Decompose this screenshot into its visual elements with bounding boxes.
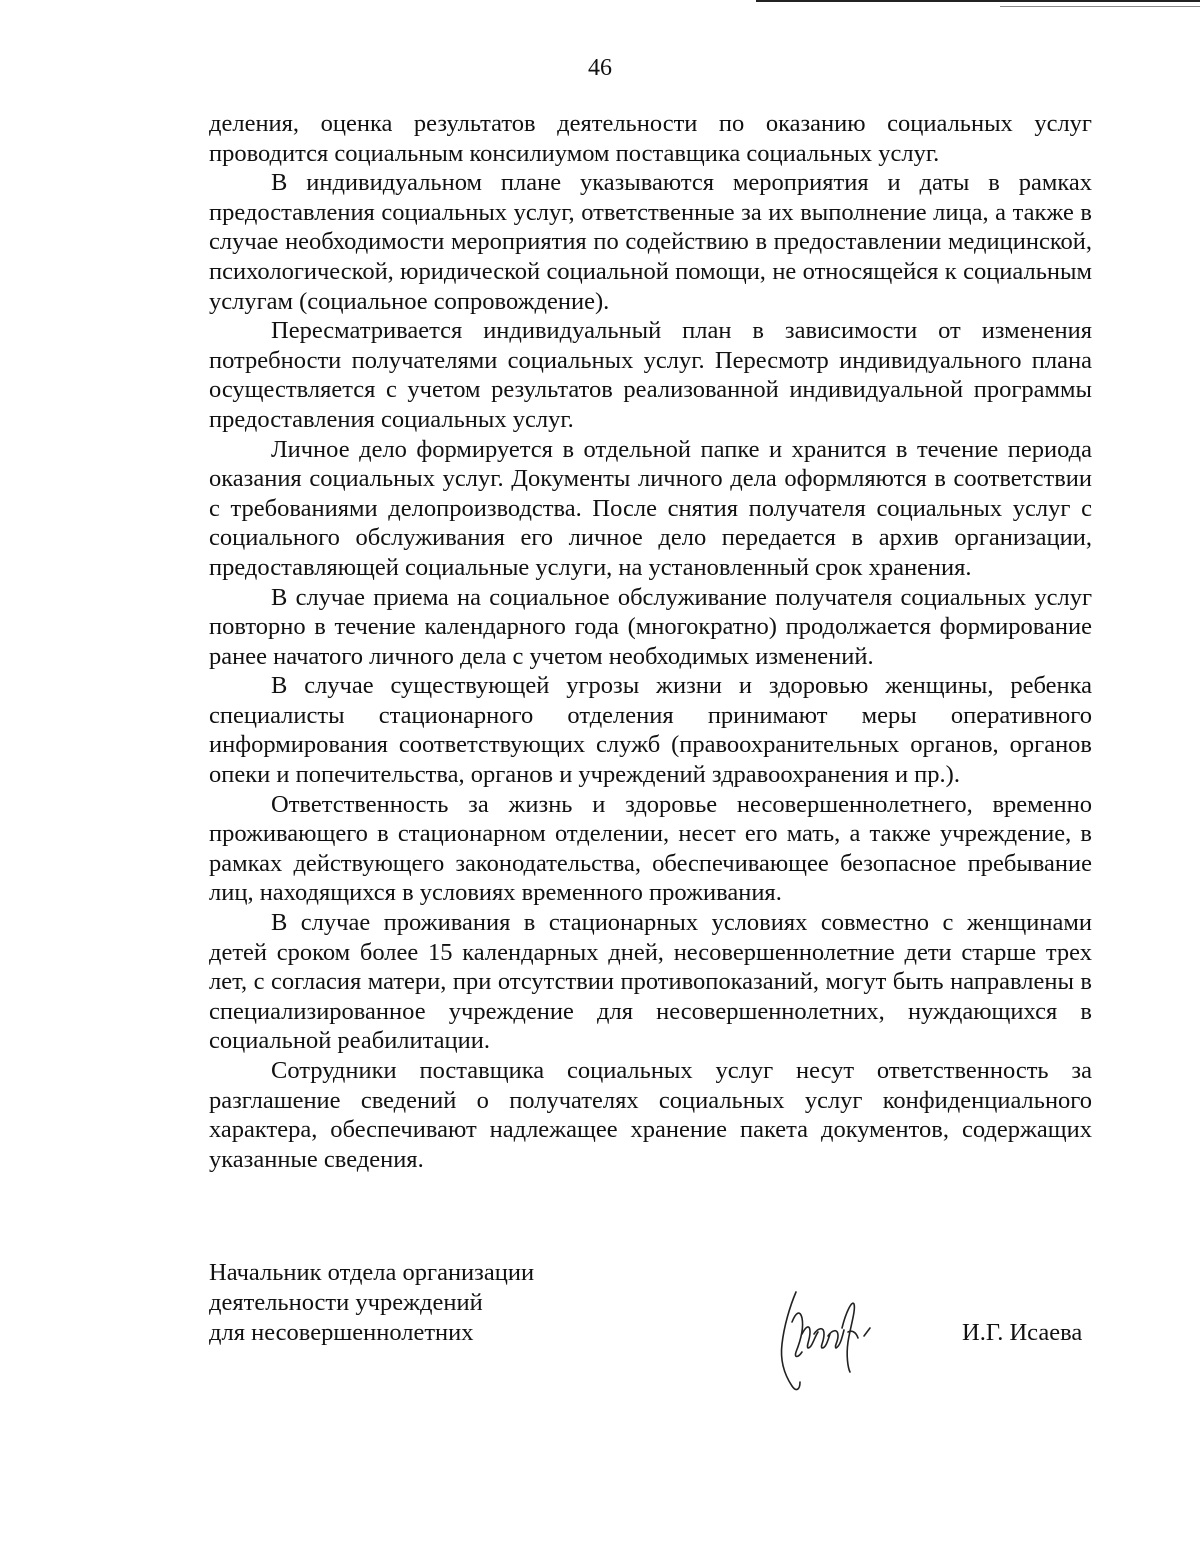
paragraph-personal-file: Личное дело формируется в отдельной папке и хранится в течение периода оказания социальных услуг. Документы личного дела оформляются в соответствии с требованиями делопроизводства. После снятия получателя социальных услуг с социального обслуживания его личное дело передается в архив организации, предоставляющей социальные услуги, на установленный срок хранения. bbox=[209, 435, 1092, 581]
paragraph-children-placement: В случае проживания в стационарных условиях совместно с женщинами детей сроком более 15 календарных дней, несовершеннолетние дети старше трех лет, с согласия матери, при отсутствии противопоказаний, могут быть направлены в специализированное учреждение для несовершеннолетних, нуждающихся в социальной реабилитации. bbox=[209, 909, 1092, 1055]
top-border-line bbox=[756, 0, 1200, 2]
signer-position bbox=[209, 1258, 709, 1348]
paragraph-individual-plan: В индивидуальном плане указываются мероприятия и даты в рамках предоставления социальных услуг, ответственные за их выполнение лица, а также в случае необходимости мероприятия по содействию в предоставлении медицинской, психологической, юридической социальной помощи, не относящейся к социальным услугам (социальное сопровождение). bbox=[209, 169, 1092, 315]
signer-position-line: для несовершеннолетних bbox=[209, 1319, 474, 1346]
paragraph-plan-revision: Пересматривается индивидуальный план в зависимости от изменения потребности получателями социальных услуг. Пересмотр индивидуального плана осуществляется с учетом результатов реализованной индивидуальной программы предоставления социальных услуг. bbox=[209, 317, 1092, 433]
paragraph-confidentiality: Сотрудники поставщика социальных услуг несут ответственность за разглашение сведений о получателях социальных услуг конфиденциального характера, обеспечивают надлежащее хранение пакета документов, содержащих указанные сведения. bbox=[209, 1057, 1092, 1173]
handwritten-signature bbox=[770, 1282, 880, 1394]
paragraph-threat-notification: В случае существующей угрозы жизни и здоровью женщины, ребенка специалисты стационарного отделения принимают меры оперативного информирования соответствующих служб (правоохранительных органов, органов опеки и попечительства, органов и учреждений здравоохранения и пр.). bbox=[209, 672, 1092, 789]
paragraph-responsibility: Ответственность за жизнь и здоровье несовершеннолетнего, временно проживающего в стационарном отделении, несет его мать, а также учреждение, в рамках действующего законодательства, обеспечивающее безопасное пребывание лиц, находящихся в условиях временного проживания. bbox=[209, 790, 1092, 907]
top-border-line-secondary bbox=[1000, 6, 1200, 7]
document-body bbox=[209, 109, 1092, 1174]
paragraph-continuation: деления, оценка результатов деятельности по оказанию социальных услуг проводится социальным консилиумом поставщика социальных услуг. bbox=[209, 110, 1092, 167]
signer-position-line: Начальник отдела организации bbox=[209, 1259, 535, 1286]
page-number: 46 bbox=[588, 55, 612, 81]
signer-position-line: деятельности учреждений bbox=[209, 1289, 483, 1316]
signer-name: И.Г. Исаева bbox=[962, 1319, 1083, 1346]
paragraph-repeated-admission: В случае приема на социальное обслуживание получателя социальных услуг повторно в течение календарного года (многократно) продолжается формирование ранее начатого личного дела с учетом необходимых изменений. bbox=[209, 583, 1092, 670]
